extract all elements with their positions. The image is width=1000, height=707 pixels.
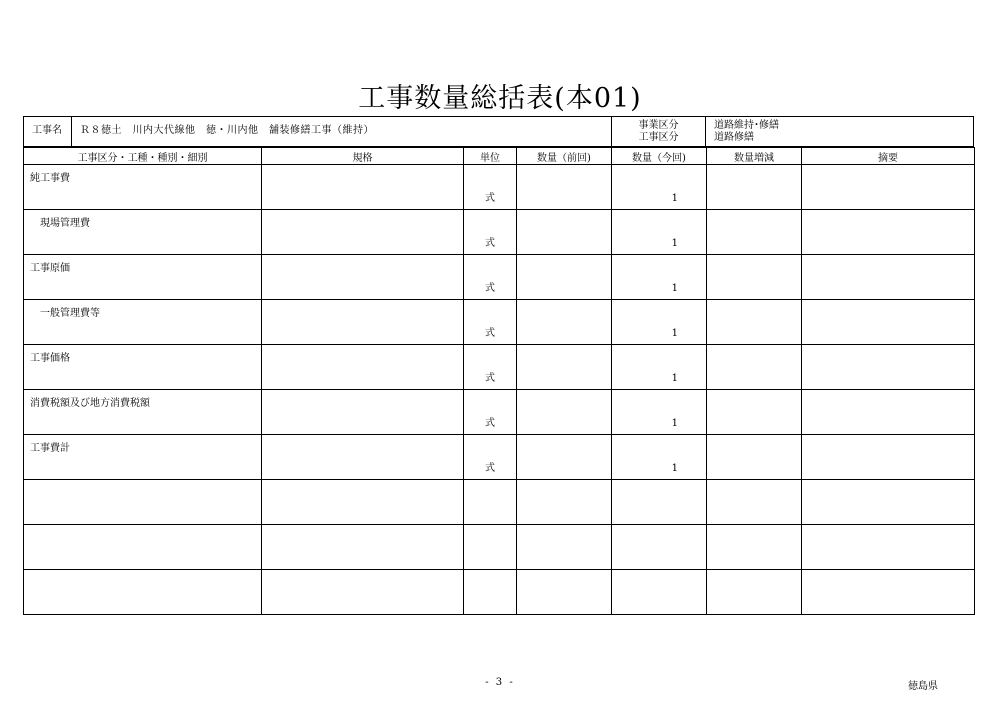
- qty-current-value: 1: [671, 283, 678, 294]
- unit-value: 式: [485, 328, 495, 339]
- unit-cell: [464, 390, 517, 435]
- item-name: 工事費計: [30, 443, 70, 454]
- business-category-label: 事業区分: [638, 120, 679, 131]
- item-name: 工事原価: [30, 263, 70, 274]
- note-cell: [802, 255, 975, 300]
- qty-diff-cell: [707, 570, 802, 615]
- table-row: [24, 525, 975, 570]
- qty-prev-cell: [517, 390, 612, 435]
- kubun-labels: [612, 117, 706, 146]
- unit-cell: [464, 345, 517, 390]
- work-name-label: 工事名: [24, 117, 72, 146]
- note-cell: [802, 435, 975, 480]
- page-number: - 3 -: [485, 677, 515, 688]
- category-cell: [24, 390, 262, 435]
- item-name: 一般管理費等: [40, 308, 100, 319]
- col-header-note: 摘要: [802, 148, 975, 165]
- table-row: [24, 165, 975, 210]
- note-cell: [802, 165, 975, 210]
- prefecture-name: 徳島県: [908, 681, 938, 692]
- work-category-value: 道路修繕: [714, 132, 754, 143]
- category-cell: [24, 300, 262, 345]
- table-row: [24, 345, 975, 390]
- note-cell: [802, 525, 975, 570]
- spec-cell: [262, 300, 464, 345]
- col-header-qty-current: 数量（今回): [612, 148, 707, 165]
- qty-current-cell: [612, 525, 707, 570]
- note-cell: [802, 300, 975, 345]
- qty-current-cell: [612, 300, 707, 345]
- qty-current-value: 1: [671, 193, 678, 204]
- unit-cell: [464, 255, 517, 300]
- work-category-label: 工事区分: [638, 132, 679, 143]
- col-header-spec: 規格: [262, 148, 464, 165]
- note-cell: [802, 570, 975, 615]
- qty-current-cell: [612, 480, 707, 525]
- qty-current-cell: [612, 345, 707, 390]
- quantity-table: [23, 147, 975, 615]
- qty-prev-cell: [517, 570, 612, 615]
- qty-prev-cell: [517, 525, 612, 570]
- col-header-category: 工事区分・工種・種別・細別: [24, 148, 262, 165]
- summary-table-frame: [23, 116, 974, 661]
- qty-diff-cell: [707, 480, 802, 525]
- table-row: [24, 300, 975, 345]
- work-name: Ｒ８徳土 川内大代線他 徳・川内他 舗装修繕工事（維持）: [72, 117, 612, 146]
- qty-current-cell: [612, 210, 707, 255]
- category-cell: [24, 165, 262, 210]
- qty-diff-cell: [707, 345, 802, 390]
- spec-cell: [262, 255, 464, 300]
- qty-diff-cell: [707, 525, 802, 570]
- item-name: 消費税額及び地方消費税額: [30, 398, 150, 409]
- qty-prev-cell: [517, 210, 612, 255]
- qty-current-value: 1: [671, 238, 678, 249]
- category-cell: [24, 480, 262, 525]
- qty-diff-cell: [707, 165, 802, 210]
- unit-cell: [464, 165, 517, 210]
- qty-current-cell: [612, 570, 707, 615]
- unit-value: 式: [485, 193, 495, 204]
- category-cell: [24, 570, 262, 615]
- qty-prev-cell: [517, 480, 612, 525]
- qty-current-value: 1: [671, 463, 678, 474]
- qty-current-value: 1: [671, 373, 678, 384]
- qty-current-cell: [612, 255, 707, 300]
- spec-cell: [262, 525, 464, 570]
- qty-prev-cell: [517, 345, 612, 390]
- qty-prev-cell: [517, 300, 612, 345]
- qty-diff-cell: [707, 255, 802, 300]
- col-header-unit: 単位: [464, 148, 517, 165]
- table-row: [24, 390, 975, 435]
- business-category-value: 道路維持･修繕: [714, 120, 779, 131]
- category-cell: [24, 525, 262, 570]
- item-name: 工事価格: [30, 353, 70, 364]
- qty-diff-cell: [707, 300, 802, 345]
- qty-prev-cell: [517, 165, 612, 210]
- kubun-values: [706, 117, 973, 146]
- note-cell: [802, 210, 975, 255]
- item-name: 純工事費: [30, 173, 70, 184]
- category-cell: [24, 210, 262, 255]
- unit-cell: [464, 570, 517, 615]
- note-cell: [802, 390, 975, 435]
- table-row: [24, 210, 975, 255]
- unit-cell: [464, 300, 517, 345]
- qty-current-cell: [612, 435, 707, 480]
- unit-cell: [464, 435, 517, 480]
- table-row: [24, 480, 975, 525]
- unit-value: 式: [485, 283, 495, 294]
- unit-cell: [464, 525, 517, 570]
- item-name: 現場管理費: [40, 218, 90, 229]
- qty-current-value: 1: [671, 328, 678, 339]
- qty-current-cell: [612, 390, 707, 435]
- note-cell: [802, 345, 975, 390]
- qty-diff-cell: [707, 390, 802, 435]
- unit-cell: [464, 480, 517, 525]
- category-cell: [24, 345, 262, 390]
- col-header-qty-prev: 数量（前回): [517, 148, 612, 165]
- unit-value: 式: [485, 418, 495, 429]
- spec-cell: [262, 390, 464, 435]
- spec-cell: [262, 480, 464, 525]
- category-cell: [24, 255, 262, 300]
- qty-current-cell: [612, 165, 707, 210]
- qty-prev-cell: [517, 255, 612, 300]
- qty-diff-cell: [707, 210, 802, 255]
- work-header: [23, 116, 974, 147]
- col-header-qty-diff: 数量増減: [707, 148, 802, 165]
- note-cell: [802, 480, 975, 525]
- table-header-row: [24, 148, 975, 165]
- spec-cell: [262, 570, 464, 615]
- spec-cell: [262, 165, 464, 210]
- table-row: [24, 435, 975, 480]
- unit-value: 式: [485, 463, 495, 474]
- unit-value: 式: [485, 238, 495, 249]
- qty-diff-cell: [707, 435, 802, 480]
- spec-cell: [262, 345, 464, 390]
- qty-current-value: 1: [671, 418, 678, 429]
- table-row: [24, 255, 975, 300]
- spec-cell: [262, 210, 464, 255]
- unit-cell: [464, 210, 517, 255]
- page-title: 工事数量総括表(本01): [358, 83, 642, 114]
- spec-cell: [262, 435, 464, 480]
- unit-value: 式: [485, 373, 495, 384]
- category-cell: [24, 435, 262, 480]
- table-row: [24, 570, 975, 615]
- qty-prev-cell: [517, 435, 612, 480]
